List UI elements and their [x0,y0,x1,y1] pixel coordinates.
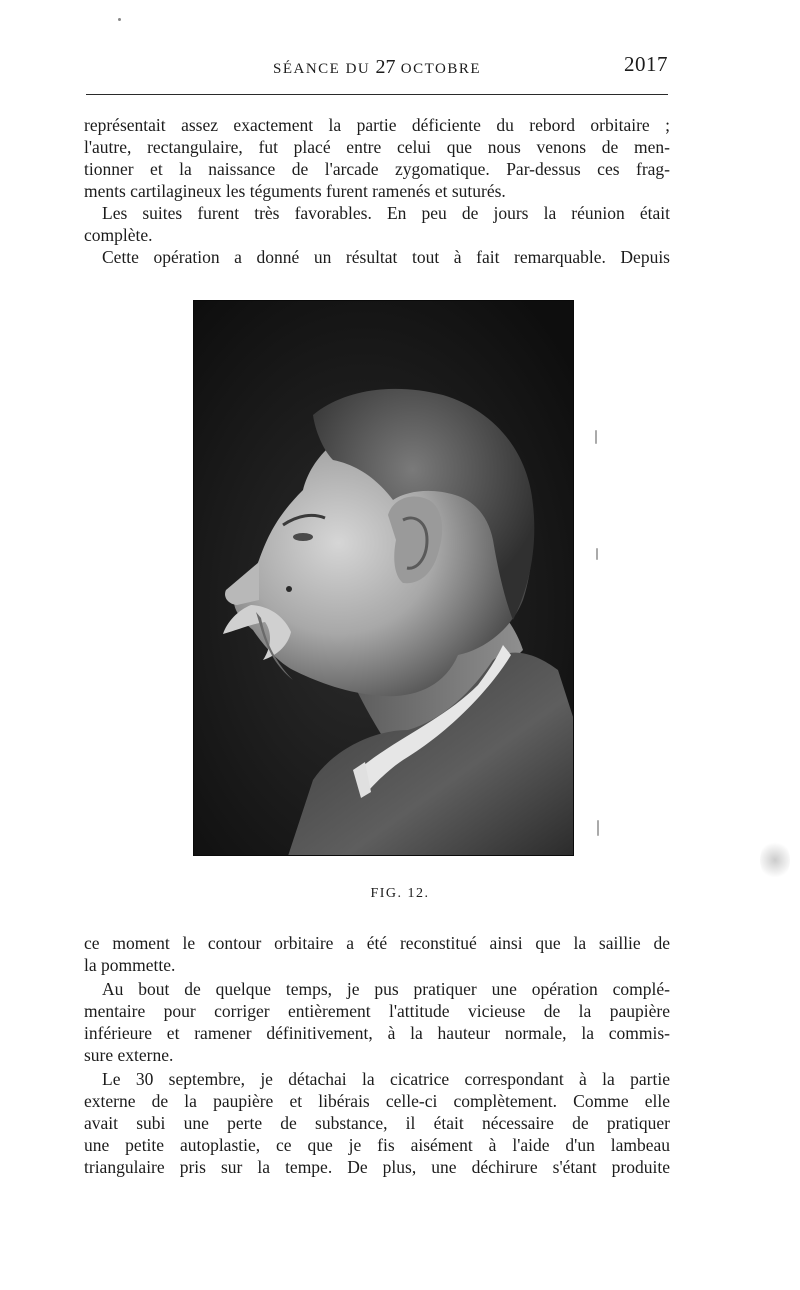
title-prefix: SÉANCE DU [273,61,376,77]
figure-caption: FIG. 12. [370,886,430,901]
running-title [86,56,668,79]
text-line: sure externe. [84,1045,174,1065]
text-line: Au bout de quelque temps, je pus pratiquer une opération complé- [102,979,670,999]
paragraph-5 [84,978,670,1066]
header-rule [86,94,668,95]
text-line: Cette opération a donné un résultat tout à fait remarquable. Depuis [102,247,670,267]
paragraph-2 [84,202,670,246]
title-suffix: OCTOBRE [395,61,481,77]
text-line: mentaire pour corriger entièrement l'attitude vicieuse de la paupière [84,1001,670,1021]
text-line: ce moment le contour orbitaire a été reconstitué ainsi que la saillie de [84,933,670,953]
title-day: 27 [375,56,396,78]
paragraph-3 [84,246,670,268]
paper-mark [595,430,597,444]
text-line: Le 30 septembre, je détachai la cicatrice correspondant à la partie [102,1069,670,1089]
text-line: la pommette. [84,955,176,975]
text-line: inférieure et ramener définitivement, à la hauteur normale, la commis- [84,1023,670,1043]
paragraph-6 [84,1068,670,1178]
paragraph-4 [84,932,670,976]
text-line: ments cartilagineux les téguments furent ramenés et suturés. [84,181,506,201]
text-line: externe de la paupière et libérais celle-ci complètement. Comme elle [84,1091,670,1111]
text-line: tionner et la naissance de l'arcade zygomatique. Par-dessus ces frag- [84,159,670,179]
text-line: représentait assez exactement la partie déficiente du rebord orbitaire ; [84,115,670,135]
text-line: avait subi une perte de substance, il était nécessaire de pratiquer [84,1113,670,1133]
text-line: une petite autoplastie, ce que je fis aisément à l'aide d'un lambeau [84,1135,670,1155]
paper-smudge [760,840,790,880]
portrait-photograph [193,300,574,856]
paper-mark [597,820,599,836]
text-line: complète. [84,225,153,245]
text-line: triangulaire pris sur la tempe. De plus, une déchirure s'étant produite [84,1157,670,1177]
portrait-image [193,300,574,856]
paper-speck [118,18,121,21]
text-line: l'autre, rectangulaire, fut placé entre celui que nous venons de men- [84,137,670,157]
paragraph-1 [84,114,670,202]
running-header [86,52,668,86]
paper-mark [596,548,598,560]
page-number: 2017 [624,52,668,76]
text-line: Les suites furent très favorables. En peu de jours la réunion était [102,203,670,223]
